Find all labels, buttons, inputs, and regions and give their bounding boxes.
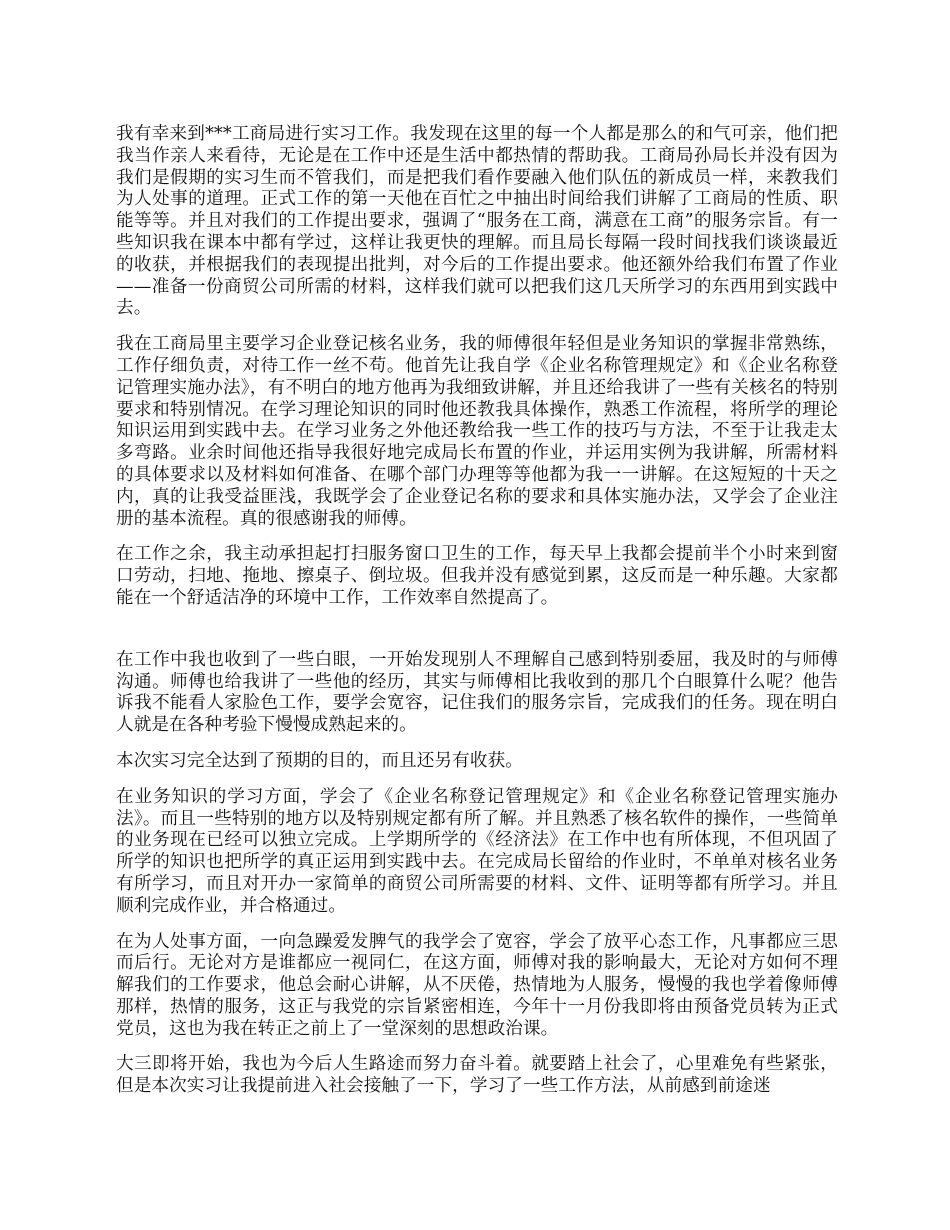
paragraph-8: 大三即将开始，我也为今后人生路途而努力奋斗着。就要踏上社会了，心里难免有些紧张，但是本次实习让我提前进入社会接触了一下，学习了一些工作方法，从前感到前途迷 bbox=[116, 1054, 838, 1097]
paragraph-6: 在业务知识的学习方面，学会了《企业名称登记管理规定》和《企业名称登记管理实施办法》。而且一些特别的地方以及特别规定都有所了解。并且熟悉了核名软件的操作，一些简单的业务现在已经可以独立完成。上学期所学的《经济法》在工作中也有所体现，不但巩固了所学的知识也把所学的真正运用到实践中去。在完成局长留给的作业时，不单单对核名业务有所学习，而且对开办一家简单的商贸公司所需要的材料、文件、证明等都有所学习。并且顺利完成作业，并合格通过。 bbox=[116, 786, 838, 916]
paragraph-5: 本次实习完全达到了预期的目的，而且还另有收获。 bbox=[116, 750, 523, 771]
document-body bbox=[116, 124, 838, 1112]
paragraph-1: 我有幸来到***工商局进行实习工作。我发现在这里的每一个人都是那么的和气可亲，他们把我当作亲人来看待，无论是在工作中还是生活中都热情的帮助我。工商局孙局长并没有因为我们是假期的实习生而不管我们，而是把我们看作要融入他们队伍的新成员一样，来教我们为人处事的道理。正式工作的第一天他在百忙之中抽出时间给我们讲解了工商局的性质、职能等等。并且对我们的工作提出要求，强调了“服务在工商，满意在工商”的服务宗旨。有一些知识我在课本中都有学过，这样让我更快的理解。而且局长每隔一段时间找我们谈谈最近的收获，并根据我们的表现提出批判，对今后的工作提出要求。他还额外给我们布置了作业——准备一份商贸公司所需的材料，这样我们就可以把我们这几天所学习的东西用到实践中去。 bbox=[116, 124, 838, 319]
paragraph-3: 在工作之余，我主动承担起打扫服务窗口卫生的工作，每天早上我都会提前半个小时来到窗口劳动，扫地、拖地、擦桌子、倒垃圾。但我并没有感觉到累，这反而是一种乐趣。大家都能在一个舒适洁净的环境中工作，工作效率自然提高了。 bbox=[116, 544, 838, 608]
paragraph-2: 我在工商局里主要学习企业登记核名业务，我的师傅很年轻但是业务知识的掌握非常熟练，工作仔细负责，对待工作一丝不苟。他首先让我自学《企业名称管理规定》和《企业名称登记管理实施办法》，有不明白的地方他再为我细致讲解，并且还给我讲了一些有关核名的特别要求和特别情况。在学习理论知识的同时他还教我具体操作，熟悉工作流程，将所学的理论知识运用到实践中去。在学习业务之外他还教给我一些工作的技巧与方法，不至于让我走太多弯路。业余时间他还指导我很好地完成局长布置的作业，并运用实例为我讲解，所需材料的具体要求以及材料如何准备、在哪个部门办理等等他都为我一一讲解。在这短短的十天之内，真的让我受益匪浅，我既学会了企业登记名称的要求和具体实施办法，又学会了企业注册的基本流程。真的很感谢我的师傅。 bbox=[116, 334, 838, 529]
paragraph-4: 在工作中我也收到了一些白眼，一开始发现别人不理解自己感到特别委屈，我及时的与师傅沟通。师傅也给我讲了一些他的经历，其实与师傅相比我收到的那几个白眼算什么呢？他告诉我不能看人家脸色工作，要学会宽容，记住我们的服务宗旨，完成我们的任务。现在明白人就是在各种考验下慢慢成熟起来的。 bbox=[116, 649, 838, 736]
paragraph-7: 在为人处事方面，一向急躁爱发脾气的我学会了宽容，学会了放平心态工作，凡事都应三思而后行。无论对方是谁都应一视同仁，在这方面，师傅对我的影响最大，无论对方如何不理解我们的工作要求，他总会耐心讲解，从不厌倦，热情地为人服务，慢慢的我也学着像师傅那样，热情的服务，这正与我党的宗旨紧密相连，今年十一月份我即将由预备党员转为正式党员，这也为我在转正之前上了一堂深刻的思想政治课。 bbox=[116, 931, 838, 1039]
